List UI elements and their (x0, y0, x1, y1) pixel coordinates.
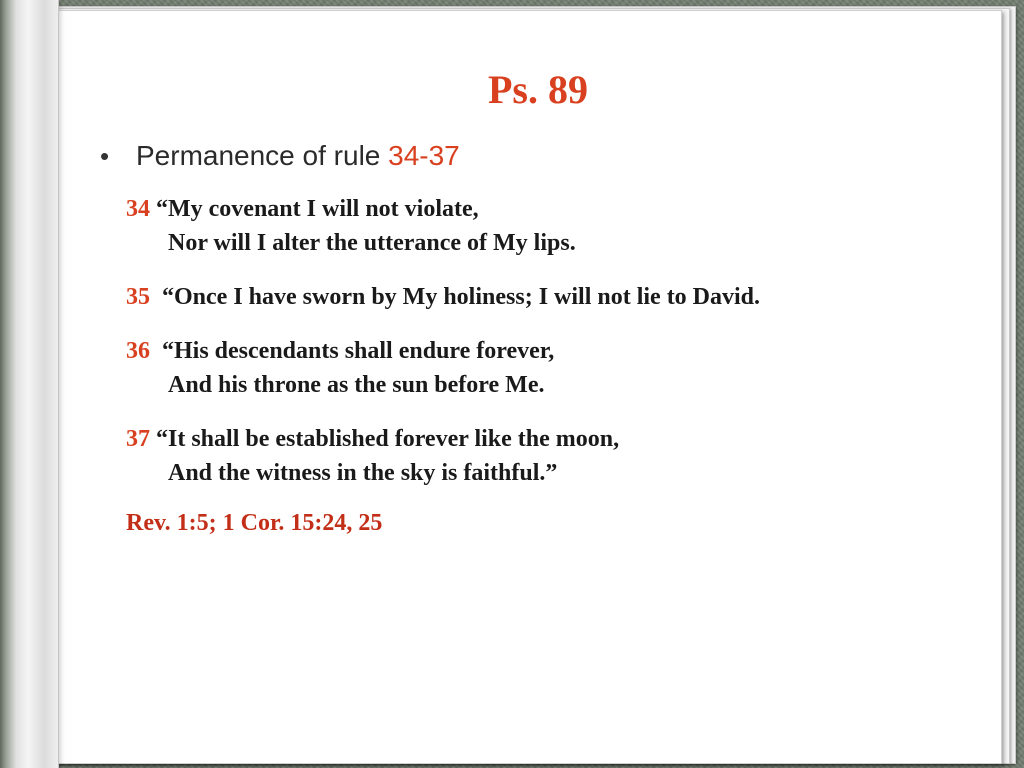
bullet-item (100, 140, 460, 172)
bullet-range: 34-37 (388, 140, 460, 171)
bullet-text: Permanence of rule (136, 140, 381, 171)
bullet-icon: • (100, 141, 110, 171)
verse-37 (126, 422, 619, 490)
verse-35 (126, 280, 760, 314)
verse-line: Nor will I alter the utterance of My lips. (168, 230, 576, 256)
verse-line: And the witness in the sky is faithful.” (168, 460, 558, 486)
verse-line: “His descendants shall endure forever, (162, 338, 555, 364)
verse-line: And his throne as the sun before Me. (168, 372, 545, 398)
slide-title: Ps. 89 (488, 67, 588, 112)
verse-line: “Once I have sworn by My holiness; I will not lie to David. (162, 284, 761, 310)
verse-36 (126, 334, 554, 402)
verse-number: 36 (126, 338, 150, 364)
verse-number: 35 (126, 284, 150, 310)
verse-34 (126, 192, 576, 260)
verse-line: “My covenant I will not violate, (156, 196, 479, 222)
verse-number: 34 (126, 196, 150, 222)
cross-references: Rev. 1:5; 1 Cor. 15:24, 25 (126, 510, 383, 536)
verse-line: “It shall be established forever like the moon, (156, 426, 620, 452)
verse-number: 37 (126, 426, 150, 452)
